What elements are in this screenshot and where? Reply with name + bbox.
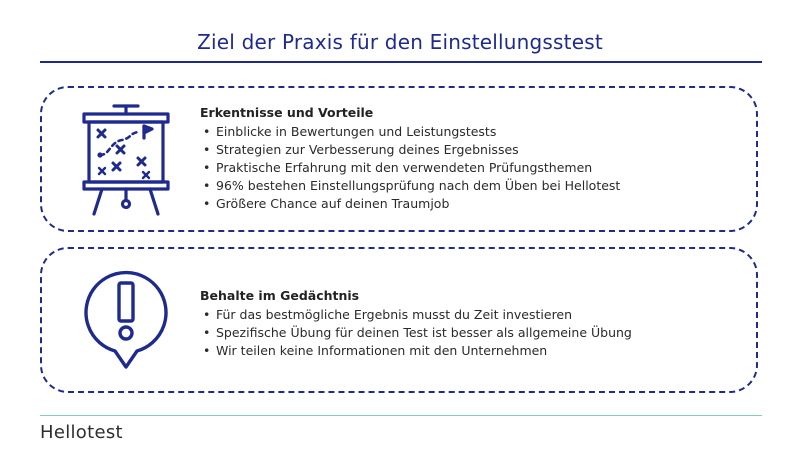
list-item: • Praktische Erfahrung mit den verwendeten Prüfungsthemen <box>200 159 620 177</box>
list-item: • 96% bestehen Einstellungsprüfung nach dem Üben bei Hellotest <box>200 177 620 195</box>
benefits-heading: Erkentnisse und Vorteile <box>200 105 374 120</box>
benefits-list <box>200 123 620 213</box>
reminder-heading: Behalte im Gedächtnis <box>200 288 360 303</box>
list-item: • Größere Chance auf deinen Traumjob <box>200 195 620 213</box>
strategy-board-icon <box>80 100 172 218</box>
footer-divider <box>40 415 762 416</box>
list-item: • Wir teilen keine Informationen mit den Unternehmen <box>200 342 632 360</box>
hellotest-logo: Hellotest <box>40 422 123 443</box>
list-item: • Einblicke in Bewertungen und Leistungstests <box>200 123 620 141</box>
page-title: Ziel der Praxis für den Einstellungsstest <box>197 30 603 54</box>
benefits-content <box>200 104 620 213</box>
exclamation-speech-bubble-icon <box>82 269 170 373</box>
list-item: • Für das bestmögliche Ergebnis musst du Zeit investieren <box>200 306 632 324</box>
reminder-content <box>200 287 632 360</box>
title-divider <box>40 61 762 63</box>
list-item: • Spezifische Übung für deinen Test ist besser als allgemeine Übung <box>200 324 632 342</box>
benefits-card <box>40 86 758 232</box>
list-item: • Strategien zur Verbesserung deines Ergebnisses <box>200 141 620 159</box>
reminder-card <box>40 247 758 393</box>
reminder-list <box>200 306 632 360</box>
